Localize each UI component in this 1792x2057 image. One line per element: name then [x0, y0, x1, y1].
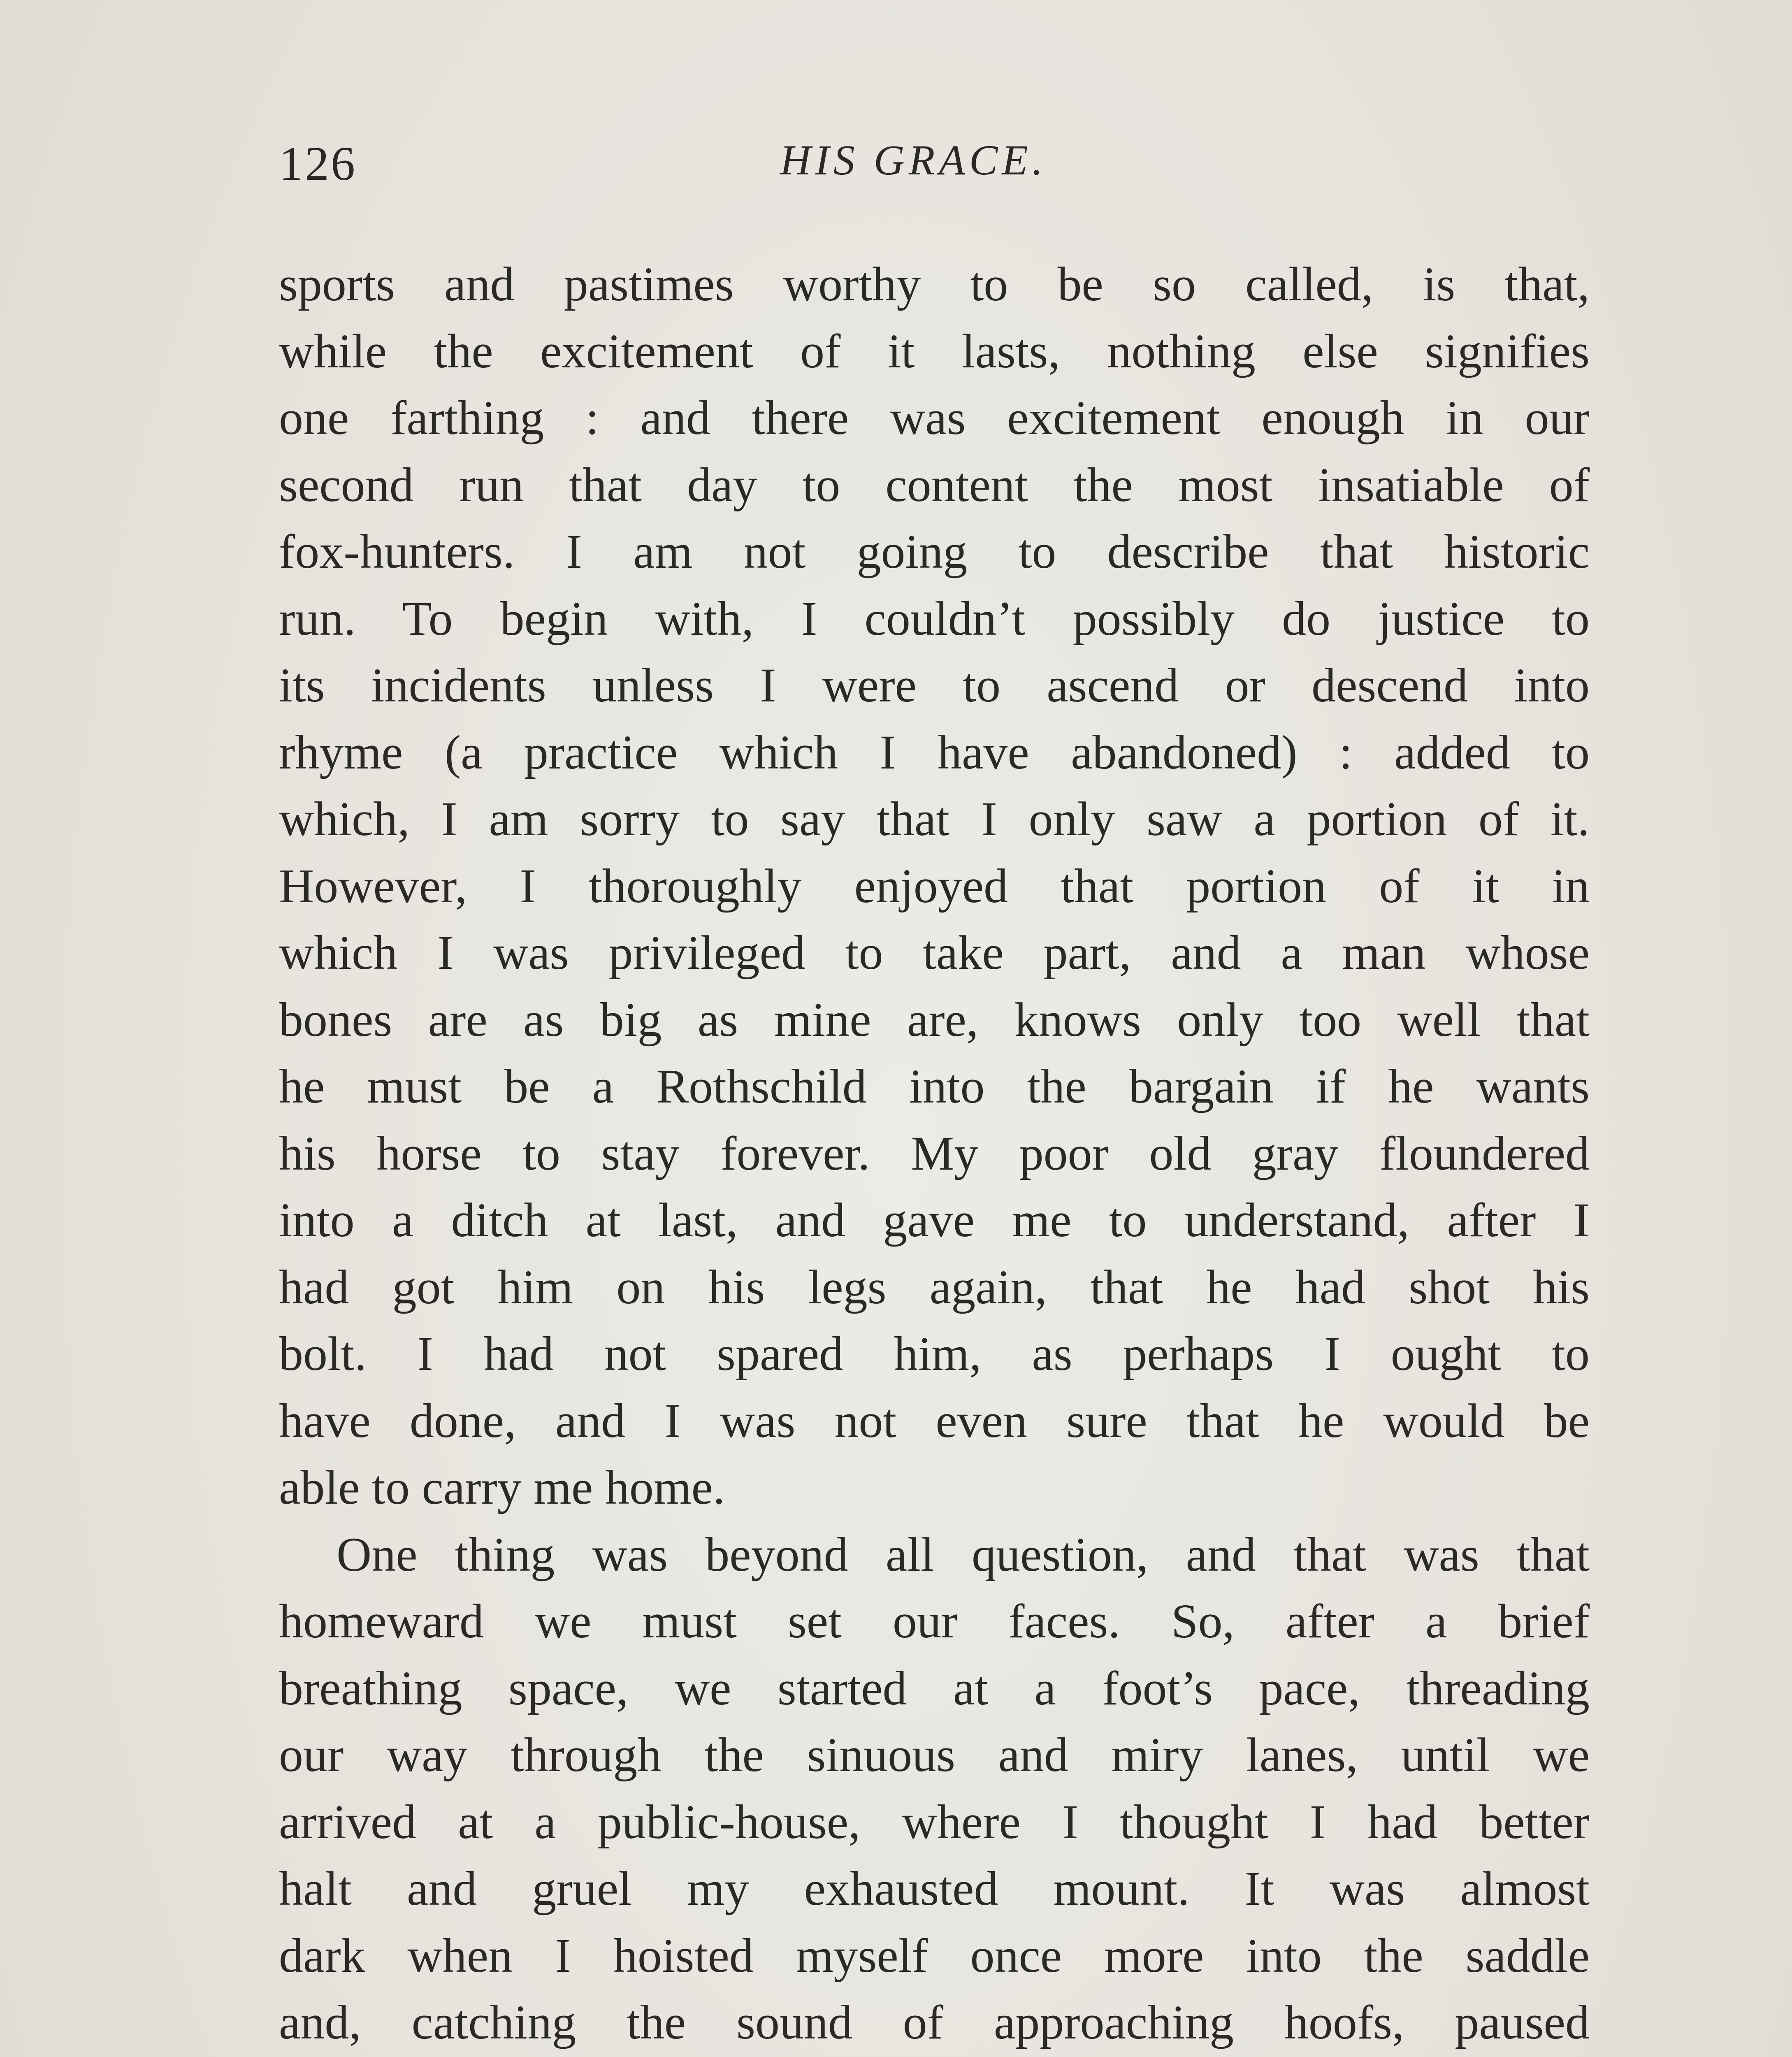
text-line: and, catching the sound of approaching hoofs, paused [279, 1995, 1590, 2049]
text-line: which, I am sorry to say that I only saw a portion of it. [279, 792, 1590, 846]
text-line: fox-hunters. I am not going to describe that historic [279, 525, 1590, 578]
text-line: bolt. I had not spared him, as perhaps I ought to [279, 1327, 1590, 1381]
text-line: into a ditch at last, and gave me to understand, after I [279, 1193, 1590, 1247]
text-line: able to carry me home. [279, 1460, 725, 1514]
text-line: dark when I hoisted myself once more into the saddle [279, 1928, 1590, 1983]
text-line: However, I thoroughly enjoyed that portion of it in [279, 859, 1590, 913]
text-line: run. To begin with, I couldn’t possibly do justice to [279, 591, 1590, 645]
paragraph [279, 251, 1590, 1521]
text-line: bones are as big as mine are, knows only too well that [279, 992, 1590, 1047]
text-line: its incidents unless I were to ascend or descend into [279, 658, 1590, 712]
paragraph [279, 1521, 1590, 2057]
text-line: second run that day to content the most insatiable of [279, 457, 1590, 512]
text-line: his horse to stay forever. My poor old gray floundered [279, 1126, 1590, 1180]
text-line: our way through the sinuous and miry lanes, until we [279, 1728, 1590, 1782]
text-line: homeward we must set our faces. So, after a brief [279, 1594, 1590, 1648]
text-line: breathing space, we started at a foot’s pace, threading [279, 1661, 1590, 1715]
body-text [279, 251, 1590, 2057]
text-line: sports and pastimes worthy to be so called, is that, [279, 257, 1590, 311]
text-line: while the excitement of it lasts, nothing else signifies [279, 324, 1590, 378]
text-line: have done, and I was not even sure that he would be [279, 1393, 1590, 1448]
text-line: he must be a Rothschild into the bargain if he wants [279, 1059, 1590, 1113]
running-head [279, 136, 1595, 202]
text-line: which I was privileged to take part, and a man whose [279, 926, 1590, 980]
text-line: One thing was beyond all question, and that was that [337, 1527, 1590, 1581]
text-line: rhyme (a practice which I have abandoned) : added to [279, 725, 1590, 779]
running-title: HIS GRACE. [780, 137, 1047, 184]
text-line: one farthing : and there was excitement enough in our [279, 391, 1590, 445]
text-line: halt and gruel my exhausted mount. It was almost [279, 1862, 1590, 1915]
text-line: arrived at a public-house, where I thought I had better [279, 1795, 1590, 1849]
page-number: 126 [279, 137, 357, 190]
text-line: had got him on his legs again, that he had shot his [279, 1260, 1590, 1314]
